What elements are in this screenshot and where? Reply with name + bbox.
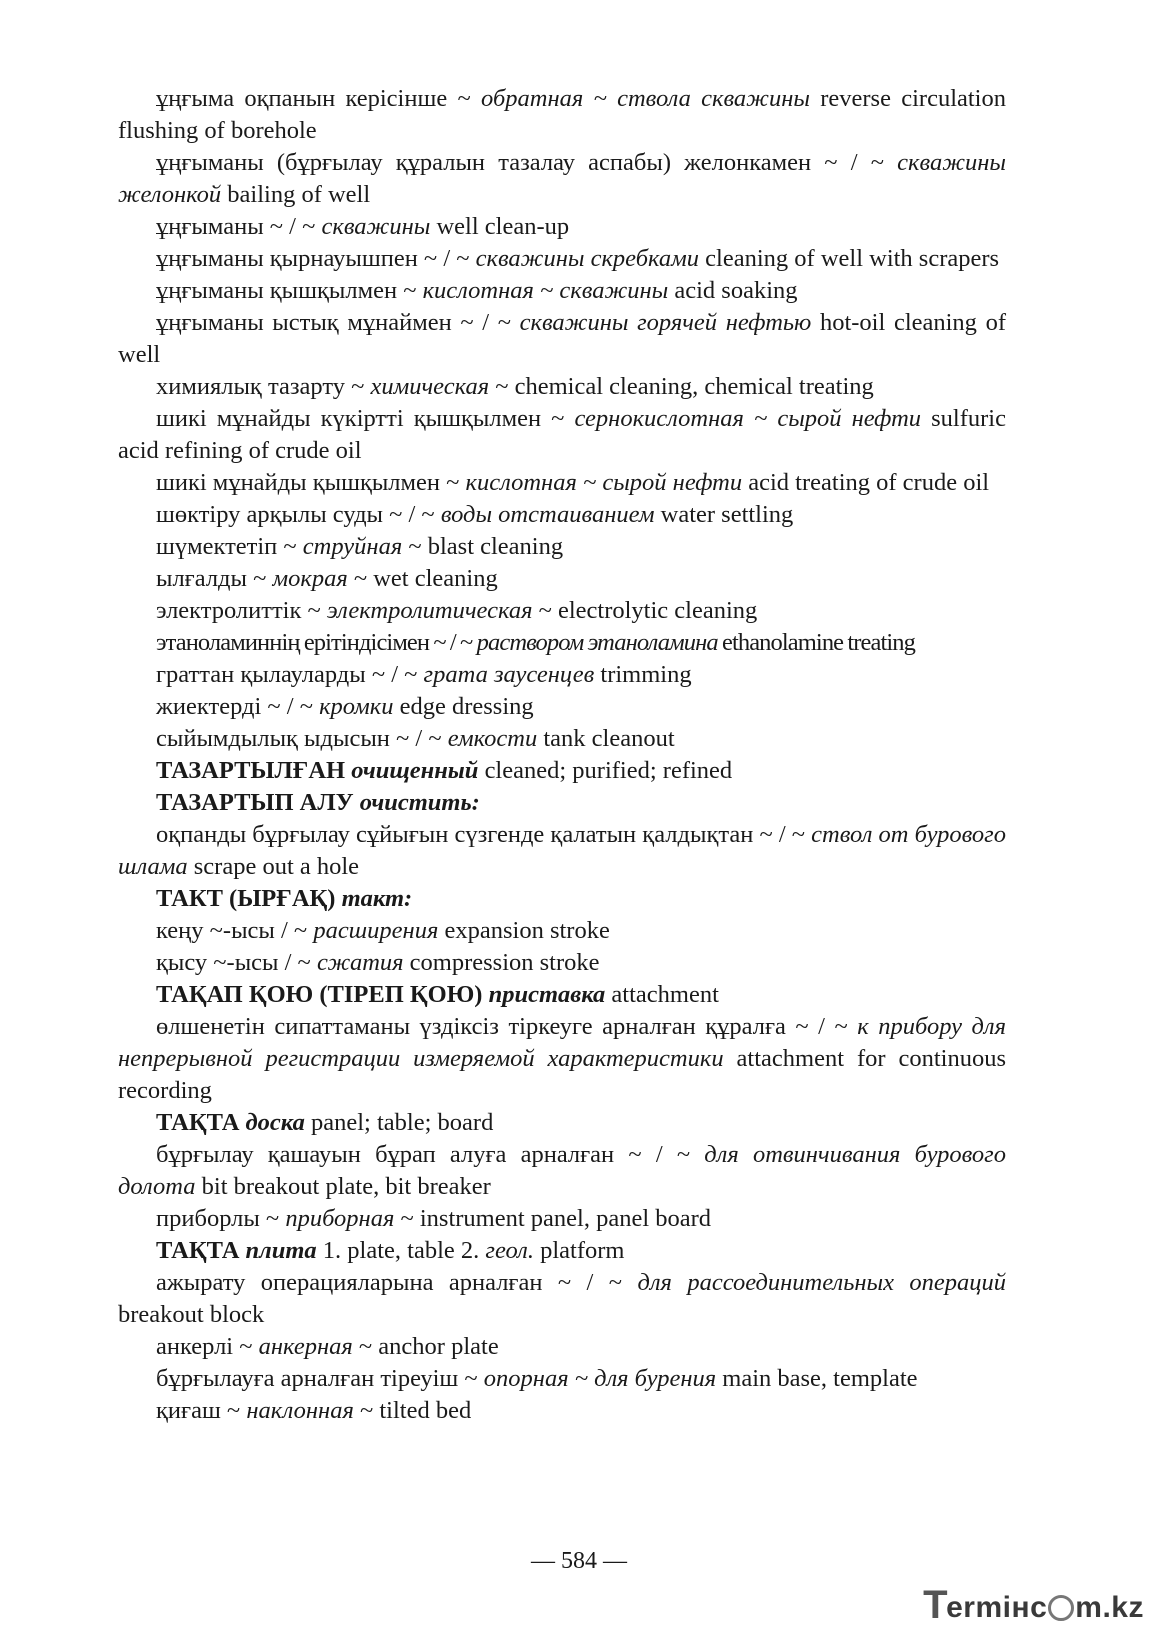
english-term: main base, template: [716, 1365, 918, 1392]
english-term: panel; table; board: [304, 1109, 494, 1136]
english-term: ~ chemical cleaning, chemical treating: [489, 373, 874, 400]
dictionary-entry: [118, 787, 1006, 819]
headword: ТАЗАРТЫЛҒАН: [156, 757, 352, 784]
dictionary-entry: [118, 723, 1006, 755]
headword-russian: очищенный: [351, 757, 479, 784]
english-term: bit breakout plate, bit breaker: [195, 1173, 491, 1200]
kazakh-term: шөктіру арқылы суды ~ / ~: [156, 501, 441, 528]
dictionary-entry: [118, 147, 1006, 211]
russian-term: мокрая: [272, 565, 348, 592]
russian-term: для рассоединительных операций: [637, 1269, 1007, 1296]
english-term: reverse circulation flushing of borehole: [118, 85, 1006, 144]
dictionary-entry: [118, 1139, 1006, 1203]
english-term: attachment: [605, 981, 719, 1008]
english-term: hot-oil cleaning of well: [118, 309, 1006, 368]
dictionary-entry: [118, 883, 1006, 915]
russian-term: скважины желонкой: [118, 149, 1006, 208]
english-term: ethanolamine treating: [717, 629, 916, 656]
english-term: compression stroke: [403, 949, 600, 976]
russian-term: геол.: [485, 1237, 534, 1264]
english-term: trimming: [594, 661, 692, 688]
russian-term: наклонная: [246, 1397, 354, 1424]
dictionary-entry: [118, 915, 1006, 947]
page-number: — 584 —: [531, 1548, 627, 1574]
russian-term: электролитическая: [326, 597, 533, 624]
russian-term: к прибору для непрерывной регистрации измеряемой характеристики: [118, 1013, 1006, 1072]
english-term: edge dressing: [393, 693, 534, 720]
dictionary-entry: [118, 659, 1006, 691]
terminkom-watermark-logo: [923, 1583, 1144, 1625]
english-term: ~ wet cleaning: [347, 565, 498, 592]
headword-russian: доска: [245, 1109, 305, 1136]
dictionary-entry: [118, 563, 1006, 595]
russian-term: сернокислотная ~ сырой нефти: [574, 405, 922, 432]
kazakh-term: шикі мұнайды күкіртті қышқылмен ~: [156, 405, 575, 432]
headword-russian: приставка: [488, 981, 606, 1008]
english-term: ~ blast cleaning: [402, 533, 564, 560]
kazakh-term: ажырату операцияларына арналған ~ / ~: [156, 1269, 638, 1296]
kazakh-term: өлшенетін сипаттаманы үздіксіз тіркеуге арналған құралға ~ / ~: [156, 1013, 858, 1040]
english-term: expansion stroke: [438, 917, 610, 944]
russian-term: кромки: [319, 693, 394, 720]
kazakh-term: граттан қылауларды ~ / ~: [156, 661, 424, 688]
russian-term: раствором этаноламина: [476, 629, 718, 656]
kazakh-term: бұрғылауға арналған тіреуіш ~: [156, 1365, 484, 1392]
russian-term: скважины скребками: [475, 245, 700, 272]
dictionary-entry: [118, 755, 1006, 787]
headword: ТАҚТА: [156, 1109, 246, 1136]
kazakh-term: сыйымдылық ыдысын ~ / ~: [156, 725, 448, 752]
kazakh-term: ұңғыманы қышқылмен ~: [156, 277, 423, 304]
english-term: sulfuric acid refining of crude oil: [118, 405, 1006, 464]
kazakh-term: ұңғыма оқпанын керісінше ~: [156, 85, 482, 112]
headword: ТАЗАРТЫП АЛУ: [156, 789, 360, 816]
english-term: ~ electrolytic cleaning: [532, 597, 758, 624]
russian-term: скважины: [321, 213, 431, 240]
dictionary-entry: [118, 531, 1006, 563]
dictionary-entry: [118, 1011, 1006, 1107]
kazakh-term: кеңу ~-ысы / ~: [156, 917, 314, 944]
russian-term: кислотная ~ сырой нефти: [465, 469, 743, 496]
watermark-t-glyph: T: [923, 1583, 949, 1627]
kazakh-term: қысу ~-ысы / ~: [156, 949, 317, 976]
english-term: well clean-up: [430, 213, 570, 240]
english-term: bailing of well: [221, 181, 371, 208]
english-term: acid soaking: [668, 277, 798, 304]
kazakh-term: ылғалды ~: [156, 565, 273, 592]
kazakh-term: анкерлі ~: [156, 1333, 259, 1360]
kazakh-term: химиялық тазарту ~: [156, 373, 371, 400]
english-term: ~ anchor plate: [352, 1333, 499, 1360]
kazakh-term: ұңғыманы ~ / ~: [156, 213, 322, 240]
dictionary-entry: [118, 307, 1006, 371]
kazakh-term: ұңғыманы қырнауышпен ~ / ~: [156, 245, 476, 272]
kazakh-term: жиектерді ~ / ~: [156, 693, 320, 720]
english-term: attachment for continuous recording: [118, 1045, 1006, 1104]
dictionary-entry: [118, 467, 1006, 499]
kazakh-term: приборлы ~: [156, 1205, 286, 1232]
headword-russian: плита: [245, 1237, 317, 1264]
dictionary-entry: [118, 1331, 1006, 1363]
globe-icon: [1048, 1595, 1074, 1621]
russian-term: химическая: [370, 373, 490, 400]
dictionary-entry: [118, 595, 1006, 627]
kazakh-term: электролиттік ~: [156, 597, 327, 624]
kazakh-term: бұрғылау қашауын бұрап алуға арналған ~ / ~: [156, 1141, 705, 1168]
russian-term: скважины горячей нефтью: [519, 309, 812, 336]
russian-term: приборная: [285, 1205, 395, 1232]
russian-term: воды отстаиванием: [440, 501, 655, 528]
dictionary-page: [118, 83, 1006, 1427]
kazakh-term: ұңғыманы ыстық мұнаймен ~ / ~: [156, 309, 520, 336]
russian-term: грата заусенцев: [423, 661, 595, 688]
english-term: scrape out a hole: [187, 853, 360, 880]
dictionary-entry: [118, 691, 1006, 723]
dictionary-entry: [118, 243, 1006, 275]
russian-term: опорная ~ для бурения: [483, 1365, 717, 1392]
english-term: acid treating of crude oil: [742, 469, 990, 496]
headword: ТАКТ (ЫРҒАҚ): [156, 885, 342, 912]
headword-russian: очистить:: [359, 789, 480, 816]
kazakh-term: этаноламиннің ерітіндісімен ~ / ~: [156, 629, 477, 656]
headword: ТАҚТА: [156, 1237, 246, 1264]
dictionary-entry: [118, 1203, 1006, 1235]
watermark-prefix: ermінc: [946, 1591, 1048, 1624]
dictionary-entry: [118, 1363, 1006, 1395]
kazakh-term: оқпанды бұрғылау сұйығын сүзгенде қалатын қалдықтан ~ / ~: [156, 821, 812, 848]
kazakh-term: ұңғыманы (бұрғылау құралын тазалау аспабы) желонкамен ~ / ~: [156, 149, 898, 176]
english-term: platform: [533, 1237, 625, 1264]
russian-term: обратная ~ ствола скважины: [481, 85, 810, 112]
english-term: water settling: [654, 501, 794, 528]
english-term: ~ instrument panel, panel board: [394, 1205, 712, 1232]
russian-term: анкерная: [258, 1333, 353, 1360]
dictionary-entry: [118, 627, 1006, 659]
russian-term: расширения: [313, 917, 439, 944]
english-term: ~ tilted bed: [353, 1397, 472, 1424]
kazakh-term: қиғаш ~: [156, 1397, 247, 1424]
english-term: cleaned; purified; refined: [478, 757, 733, 784]
headword: ТАҚАП ҚОЮ (ТІРЕП ҚОЮ): [156, 981, 489, 1008]
dictionary-entry: [118, 83, 1006, 147]
dictionary-entry: [118, 403, 1006, 467]
russian-term: струйная: [302, 533, 403, 560]
english-term: 1. plate, table 2.: [316, 1237, 486, 1264]
dictionary-entry: [118, 819, 1006, 883]
kazakh-term: шикі мұнайды қышқылмен ~: [156, 469, 466, 496]
dictionary-entry: [118, 1107, 1006, 1139]
dictionary-entry: [118, 371, 1006, 403]
russian-term: емкости: [447, 725, 538, 752]
english-term: cleaning of well with scrapers: [699, 245, 1000, 272]
dictionary-entry: [118, 979, 1006, 1011]
dictionary-entry: [118, 211, 1006, 243]
dictionary-entry: [118, 1395, 1006, 1427]
dictionary-entry: [118, 947, 1006, 979]
dictionary-entry: [118, 1235, 1006, 1267]
russian-term: ствол от бурового шлама: [118, 821, 1006, 880]
dictionary-entry: [118, 275, 1006, 307]
russian-term: кислотная ~ скважины: [422, 277, 669, 304]
dictionary-entry: [118, 1267, 1006, 1331]
russian-term: для отвинчивания бурового долота: [118, 1141, 1006, 1200]
kazakh-term: шүмектетіп ~: [156, 533, 303, 560]
headword-russian: такт:: [341, 885, 413, 912]
russian-term: сжатия: [316, 949, 404, 976]
watermark-suffix: m.kz: [1075, 1591, 1144, 1624]
dictionary-entry: [118, 499, 1006, 531]
english-term: tank cleanout: [537, 725, 675, 752]
english-term: breakout block: [118, 1301, 265, 1328]
